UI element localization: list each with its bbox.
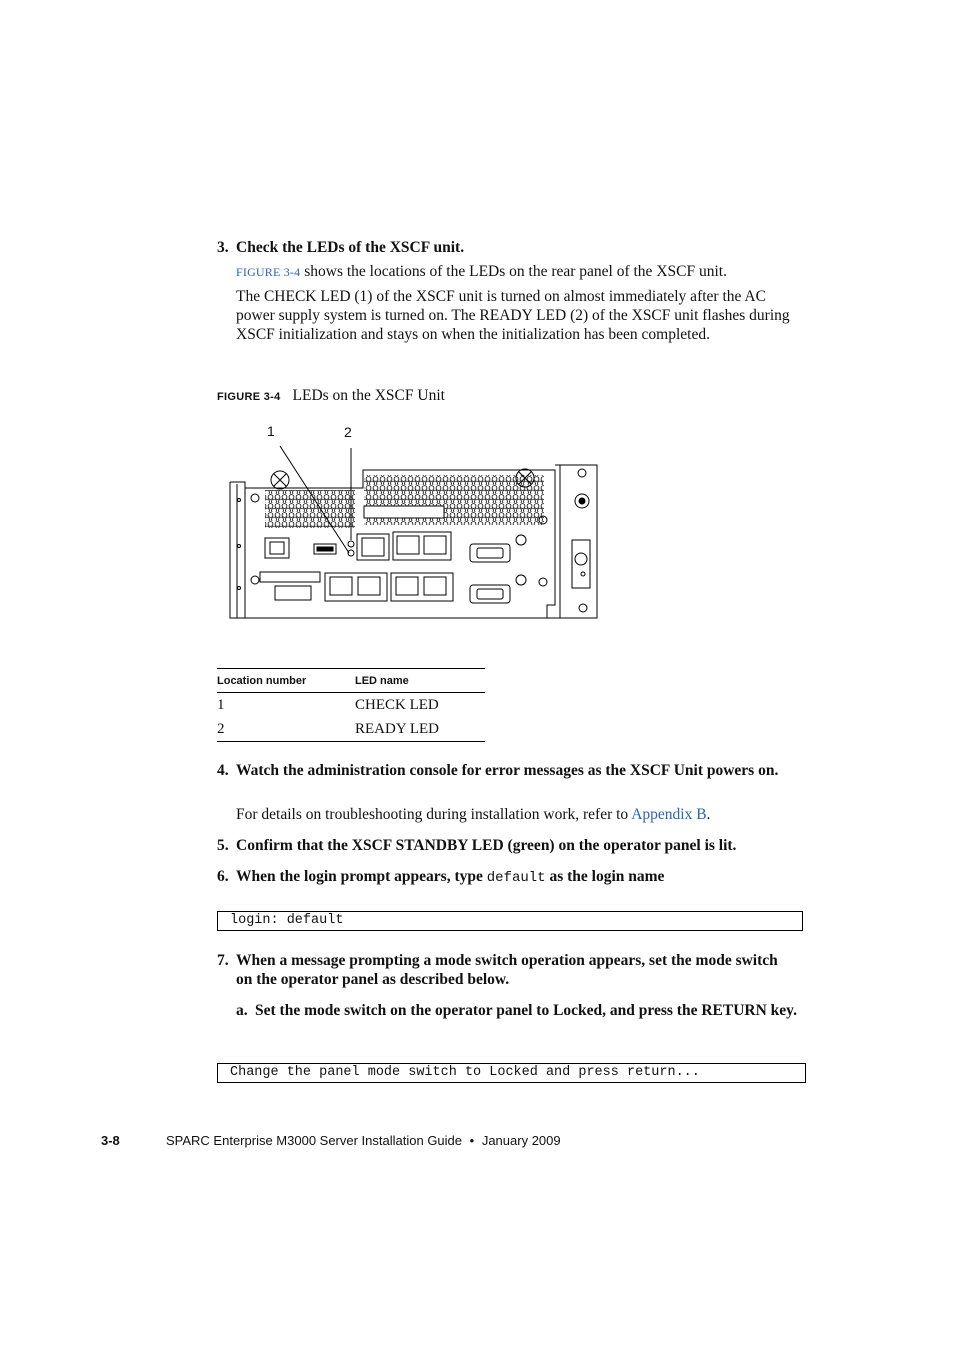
figure-reference-line [236, 262, 806, 282]
xscf-unit-diagram [225, 440, 605, 625]
step-6-title [236, 867, 806, 888]
step-5-title: Confirm that the XSCF STANDBY LED (green) on the operator panel is lit. [236, 837, 737, 854]
step-4-title: Watch the administration console for error messages as the XSCF Unit powers on. [236, 762, 779, 779]
column-header-location: Location number [217, 675, 307, 687]
figure-label: FIGURE 3-4 [217, 391, 281, 403]
step-7-title: When a message prompting a mode switch operation appears, set the mode switch on the operator panel as described below. [236, 952, 778, 988]
step-4-detail [236, 805, 806, 824]
step-3-number: 3. [217, 239, 229, 256]
step-6-code-word: default [486, 870, 546, 886]
callout-2: 2 [344, 424, 352, 440]
running-footer [166, 1133, 561, 1148]
figure-3-4-link[interactable]: FIGURE 3-4 [236, 265, 301, 279]
appendix-b-link[interactable]: Appendix B [631, 806, 707, 823]
figure-title: LEDs on the XSCF Unit [292, 387, 445, 404]
step-7a-text: Set the mode switch on the operator panel to Locked, and press the RETURN key. [255, 1002, 797, 1019]
column-header-led-name: LED name [355, 675, 409, 687]
led-table [217, 668, 485, 742]
footer-date: January 2009 [481, 1133, 561, 1148]
table-cell: 1 [217, 697, 225, 713]
footer-title: SPARC Enterprise M3000 Server Installation Guide [166, 1133, 463, 1148]
page-number: 3-8 [101, 1133, 120, 1148]
step-7a-letter: a. [236, 1002, 248, 1019]
login-code-box: login: default [217, 911, 803, 931]
footer-bullet: • [469, 1133, 475, 1148]
table-row [217, 717, 485, 742]
table-cell: 2 [217, 721, 225, 737]
step-4-detail-text: For details on troubleshooting during installation work, refer to [236, 806, 632, 823]
table-cell: CHECK LED [355, 697, 439, 713]
table-cell: READY LED [355, 721, 440, 737]
mode-switch-code-box: Change the panel mode switch to Locked and press return... [217, 1063, 806, 1083]
step-7-number: 7. [217, 952, 229, 969]
step-4-number: 4. [217, 762, 229, 779]
callout-1: 1 [267, 423, 275, 439]
figure-caption [217, 386, 445, 405]
step-4-detail-end: . [706, 806, 711, 823]
step-3-paragraph: The CHECK LED (1) of the XSCF unit is turned on almost immediately after the AC power supply system is turned on. The READY LED (2) of the XSCF unit flashes during XSCF initialization and stays on when the initialization has been completed. [236, 288, 790, 343]
step-6-title-end: as the login name [545, 868, 665, 885]
step-6-number: 6. [217, 868, 229, 885]
table-row [217, 693, 485, 718]
step-3-title: Check the LEDs of the XSCF unit. [236, 239, 465, 256]
step-6-title-start: When the login prompt appears, type [236, 868, 487, 885]
step-5-number: 5. [217, 837, 229, 854]
figure-reference-text: shows the locations of the LEDs on the rear panel of the XSCF unit. [300, 263, 727, 280]
